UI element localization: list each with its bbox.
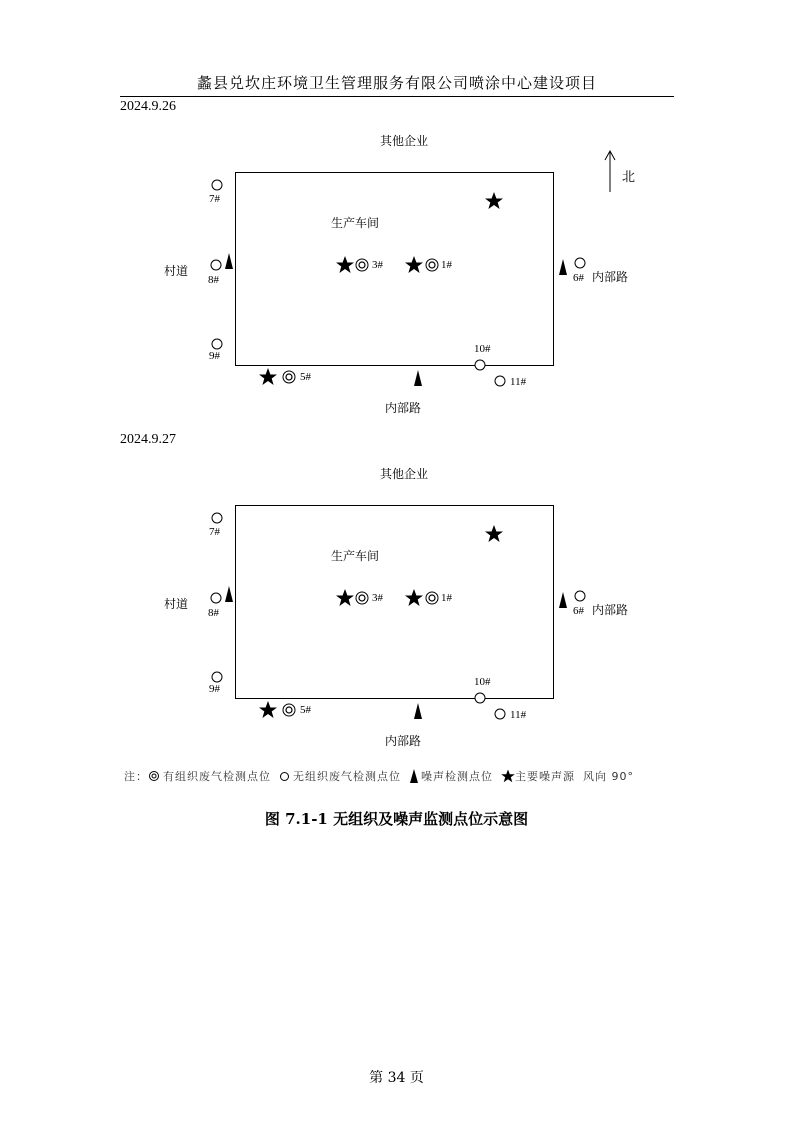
point-label-11: 11# — [510, 376, 527, 388]
point-label-1: 1# — [441, 259, 452, 271]
organized-point-icon — [283, 371, 295, 383]
noise-source-star-icon — [485, 525, 503, 542]
label-other-enterprise: 其他企业 — [380, 134, 429, 148]
noise-source-star-icon — [405, 589, 423, 606]
point-label-6: 6# — [573, 272, 584, 284]
noise-point-icon — [559, 592, 567, 608]
label-other-enterprise: 其他企业 — [380, 467, 429, 481]
unorganized-point-icon — [495, 376, 505, 386]
unorganized-point-icon — [212, 513, 222, 523]
point-label-8: 8# — [208, 274, 219, 286]
organized-point-icon — [356, 259, 368, 271]
point-label-9: 9# — [209, 350, 220, 362]
diagram-1-graphics — [0, 120, 793, 420]
unorganized-point-icon — [279, 771, 290, 782]
organized-point-icon — [426, 259, 438, 271]
plant-boundary — [236, 506, 554, 699]
noise-point-icon — [414, 703, 422, 719]
noise-source-star-icon — [485, 192, 503, 209]
legend — [124, 768, 634, 784]
monitoring-diagram-1 — [0, 120, 793, 420]
point-label-11: 11# — [510, 709, 527, 721]
unorganized-point-icon — [575, 258, 585, 268]
label-south-road: 内部路 — [385, 734, 422, 748]
label-east-road: 内部路 — [592, 270, 629, 284]
point-label-10: 10# — [474, 676, 491, 688]
organized-point-icon — [356, 592, 368, 604]
label-workshop: 生产车间 — [331, 216, 380, 230]
unorganized-point-icon — [212, 339, 222, 349]
unorganized-point-icon — [475, 360, 485, 370]
unorganized-point-icon — [211, 593, 221, 603]
organized-point-icon — [426, 592, 438, 604]
noise-point-icon — [225, 586, 233, 602]
label-workshop: 生产车间 — [331, 549, 380, 563]
diagram-2-date: 2024.9.27 — [120, 432, 176, 447]
point-label-8: 8# — [208, 607, 219, 619]
legend-prefix: 注： — [124, 770, 148, 783]
legend-unorganized-label: 无组织废气检测点位 — [293, 770, 401, 783]
point-label-5: 5# — [300, 704, 311, 716]
north-label: 北 — [622, 170, 636, 185]
noise-source-star-icon — [501, 769, 515, 783]
noise-source-star-icon — [336, 589, 354, 606]
unorganized-point-icon — [495, 709, 505, 719]
point-label-10: 10# — [474, 343, 491, 355]
point-label-7: 7# — [209, 193, 220, 205]
noise-point-icon — [559, 259, 567, 275]
point-label-6: 6# — [573, 605, 584, 617]
legend-organized-label: 有组织废气检测点位 — [163, 770, 271, 783]
legend-wind: 风向 90° — [583, 770, 634, 783]
point-label-3: 3# — [372, 592, 383, 604]
page-number: 第 34 页 — [369, 1070, 424, 1086]
plant-boundary — [236, 173, 554, 366]
noise-point-icon — [225, 253, 233, 269]
legend-noise — [409, 768, 493, 784]
legend-unorganized — [279, 768, 401, 784]
point-label-1: 1# — [441, 592, 452, 604]
diagram-1-date: 2024.9.26 — [120, 99, 176, 114]
monitoring-diagram-2 — [0, 453, 793, 753]
label-village-road: 村道 — [164, 597, 189, 611]
point-label-3: 3# — [372, 259, 383, 271]
point-label-9: 9# — [209, 683, 220, 695]
label-village-road: 村道 — [164, 264, 189, 278]
unorganized-point-icon — [212, 672, 222, 682]
diagram-2-graphics — [0, 453, 793, 753]
noise-source-star-icon — [336, 256, 354, 273]
noise-source-star-icon — [405, 256, 423, 273]
noise-point-icon — [414, 370, 422, 386]
unorganized-point-icon — [211, 260, 221, 270]
page-header: 蠡县兑坎庄环境卫生管理服务有限公司喷涂中心建设项目 — [196, 74, 597, 92]
unorganized-point-icon — [212, 180, 222, 190]
noise-source-star-icon — [259, 368, 277, 385]
noise-point-icon — [409, 768, 419, 784]
header-rule — [120, 96, 674, 97]
organized-point-icon — [283, 704, 295, 716]
figure-caption: 图 7.1-1 无组织及噪声监测点位示意图 — [264, 810, 529, 828]
north-arrow-icon — [605, 151, 615, 192]
point-label-5: 5# — [300, 371, 311, 383]
point-label-7: 7# — [209, 526, 220, 538]
unorganized-point-icon — [575, 591, 585, 601]
legend-source-label: 主要噪声源 — [515, 770, 575, 783]
legend-noise-label: 噪声检测点位 — [421, 770, 493, 783]
noise-source-star-icon — [259, 701, 277, 718]
legend-organized — [148, 768, 271, 784]
label-east-road: 内部路 — [592, 603, 629, 617]
label-south-road: 内部路 — [385, 401, 422, 415]
organized-point-icon — [148, 770, 160, 782]
legend-source — [501, 768, 575, 784]
unorganized-point-icon — [475, 693, 485, 703]
